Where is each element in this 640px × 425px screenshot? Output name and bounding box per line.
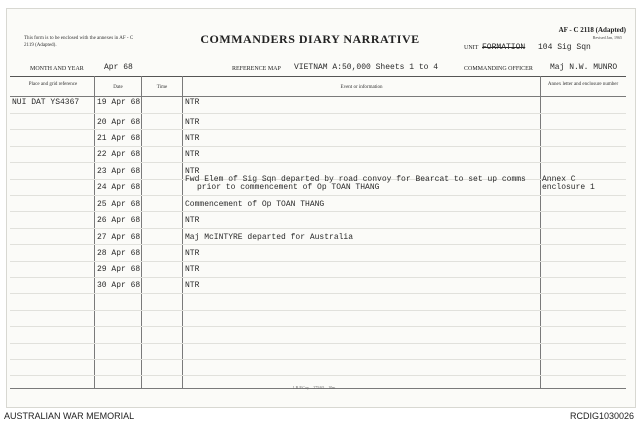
ruled-line (10, 293, 626, 294)
ruled-line (10, 129, 626, 130)
unit-struck-text: FORMATION (482, 43, 526, 52)
enclosure-note: This form is to be enclosed with the annexes in AF - C 2119 (Adapted). (24, 36, 134, 48)
header-bottom-rule (10, 96, 626, 97)
ruled-line (10, 211, 626, 212)
col-divider-date (141, 76, 142, 388)
event-cell: NTR (185, 167, 200, 176)
event-cell: NTR (185, 118, 200, 127)
month-year-label: MONTH AND YEAR (30, 66, 84, 72)
reference-map-value: VIETNAM A:50,000 Sheets 1 to 4 (294, 63, 439, 72)
ruled-line (10, 228, 626, 229)
commanding-officer-label: COMMANDING OFFICER (464, 66, 533, 72)
event-cell: NTR (185, 265, 200, 274)
date-cell: 27 Apr 68 (97, 233, 141, 242)
annex-cell-continued: enclosure 1 (542, 183, 595, 192)
form-number: AF - C 2118 (Adapted) (558, 26, 626, 34)
event-cell: NTR (185, 249, 200, 258)
date-cell: 25 Apr 68 (97, 200, 141, 209)
event-cell-continued: prior to commencement of Op TOAN THANG (197, 183, 380, 192)
event-cell: NTR (185, 134, 200, 143)
place-cell: NUI DAT YS4367 (12, 98, 80, 107)
ruled-line (10, 162, 626, 163)
page-title: COMMANDERS DIARY NARRATIVE (200, 32, 420, 46)
date-cell: 22 Apr 68 (97, 150, 141, 159)
date-cell: 19 Apr 68 (97, 98, 141, 107)
header-place: Place and grid reference (28, 82, 78, 87)
date-cell: 29 Apr 68 (97, 265, 141, 274)
event-cell: Maj McINTYRE departed for Australia (185, 233, 354, 242)
ruled-line (10, 146, 626, 147)
header-event: Event or information (340, 85, 383, 90)
col-divider-event (540, 76, 541, 388)
date-cell: 21 Apr 68 (97, 134, 141, 143)
event-cell: NTR (185, 150, 200, 159)
unit-label: UNIT (464, 45, 479, 51)
col-divider-place (94, 76, 95, 388)
date-cell: 30 Apr 68 (97, 281, 141, 290)
unit-value: 104 Sig Sqn (538, 43, 591, 52)
header-time: Time (156, 85, 168, 90)
ruled-line (10, 359, 626, 360)
date-cell: 28 Apr 68 (97, 249, 141, 258)
printer-line: 1 R P Coy—275/65—10m (292, 385, 336, 390)
ruled-line (10, 343, 626, 344)
date-cell: 24 Apr 68 (97, 183, 141, 192)
ruled-line (10, 277, 626, 278)
col-divider-time (182, 76, 183, 388)
date-cell: 26 Apr 68 (97, 216, 141, 225)
date-cell: 20 Apr 68 (97, 118, 141, 127)
ruled-line (10, 113, 626, 114)
source-caption: AUSTRALIAN WAR MEMORIAL (4, 411, 135, 421)
date-cell: 23 Apr 68 (97, 167, 141, 176)
commanding-officer-value: Maj N.W. MUNRO (550, 63, 618, 72)
ruled-line (10, 195, 626, 196)
event-cell: Fwd Elem of Sig Sqn departed by road convoy for Bearcat to set up comms (185, 175, 526, 184)
event-cell: NTR (185, 98, 200, 107)
month-year-value: Apr 68 (104, 63, 133, 72)
table-top-rule (10, 76, 626, 77)
event-cell: NTR (185, 281, 200, 290)
header-annex: Annex letter and enclosure number (547, 82, 619, 87)
event-cell: Commencement of Op TOAN THANG (185, 200, 325, 209)
ruled-line (10, 310, 626, 311)
revised-date: Revised Jan, 1965 (592, 35, 622, 40)
reference-map-label: REFERENCE MAP (232, 66, 281, 72)
ruled-line (10, 244, 626, 245)
header-date: Date (113, 85, 123, 90)
annex-cell: Annex C (542, 175, 576, 184)
ruled-line (10, 375, 626, 376)
record-id: RCDIG1030026 (569, 411, 634, 421)
ruled-line (10, 326, 626, 327)
ruled-line (10, 261, 626, 262)
event-cell: NTR (185, 216, 200, 225)
